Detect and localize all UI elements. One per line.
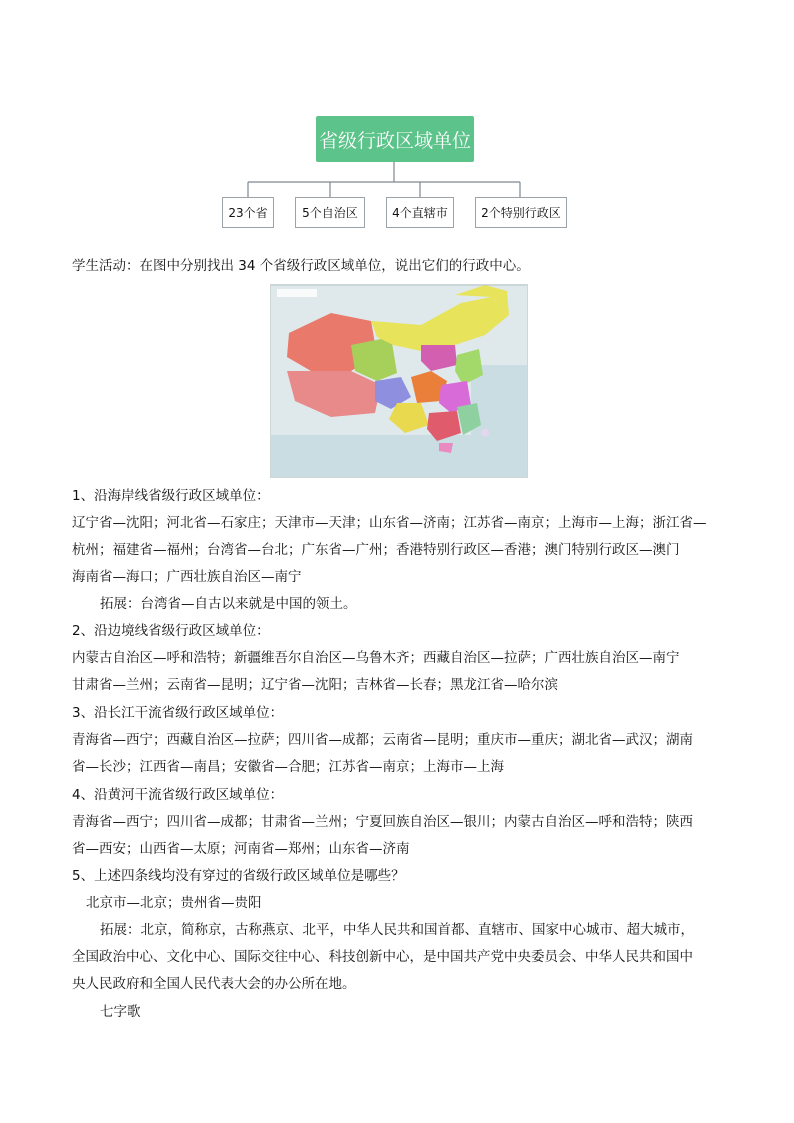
section-4-line-1: 青海省—西宁；四川省—成都；甘肃省—兰州；宁夏回族自治区—银川；内蒙古自治区—呼和浩特；陕西 — [72, 814, 693, 830]
section-3-line-2: 省—长沙；江西省—南昌；安徽省—合肥；江苏省—南京；上海市—上海 — [72, 759, 504, 775]
section-1-title: 1、沿海岸线省级行政区域单位： — [72, 488, 270, 504]
section-1-line-2: 杭州；福建省—福州；台湾省—台北；广东省—广州；香港特别行政区—香港；澳门特别行政区—澳门 — [72, 542, 680, 558]
china-map — [270, 284, 528, 478]
diagram-child-municipalities: 4个直辖市 — [386, 197, 454, 228]
diagram-child-provinces: 23个省 — [222, 197, 274, 228]
section-1-note: 拓展：台湾省—自古以来就是中国的领土。 — [100, 596, 357, 612]
section-5-line-3: 央人民政府和全国人民代表大会的办公所在地。 — [72, 976, 356, 992]
section-5-line-2: 全国政治中心、文化中心、国际交往中心、科技创新中心，是中国共产党中央委员会、中华人民共和国中 — [72, 949, 693, 965]
section-5-title: 5、上述四条线均没有穿过的省级行政区域单位是哪些？ — [72, 868, 405, 884]
section-4-title: 4、沿黄河干流省级行政区域单位： — [72, 787, 284, 803]
section-3-line-1: 青海省—西宁；西藏自治区—拉萨；四川省—成都；云南省—昆明；重庆市—重庆；湖北省—武汉；湖南 — [72, 732, 693, 748]
section-2-line-1: 内蒙古自治区—呼和浩特；新疆维吾尔自治区—乌鲁木齐；西藏自治区—拉萨；广西壮族自治区—南宁 — [72, 650, 680, 666]
section-1-line-3: 海南省—海口；广西壮族自治区—南宁 — [72, 569, 302, 585]
activity-text: 学生活动：在图中分别找出 34 个省级行政区域单位，说出它们的行政中心。 — [72, 258, 530, 274]
diagram-child-autonomous: 5个自治区 — [295, 197, 365, 228]
section-1-line-1: 辽宁省—沈阳；河北省—石家庄；天津市—天津；山东省—济南；江苏省—南京；上海市—上海；浙江省— — [72, 515, 707, 531]
section-3-title: 3、沿长江干流省级行政区域单位： — [72, 705, 284, 721]
diagram-root: 省级行政区域单位 — [316, 116, 474, 162]
diagram-child-sar: 2个特别行政区 — [475, 197, 567, 228]
section-2-title: 2、沿边境线省级行政区域单位： — [72, 623, 270, 639]
section-5-answer: 北京市—北京；贵州省—贵阳 — [86, 895, 262, 911]
section-5-line-1: 拓展：北京，简称京，古称燕京、北平，中华人民共和国首都、直辖市、国家中心城市、超大城市， — [100, 922, 694, 938]
section-2-line-2: 甘肃省—兰州；云南省—昆明；辽宁省—沈阳；吉林省—长春；黑龙江省—哈尔滨 — [72, 677, 558, 693]
section-4-line-2: 省—西安；山西省—太原；河南省—郑州；山东省—济南 — [72, 841, 410, 857]
poem-title: 七字歌 — [100, 1004, 141, 1020]
